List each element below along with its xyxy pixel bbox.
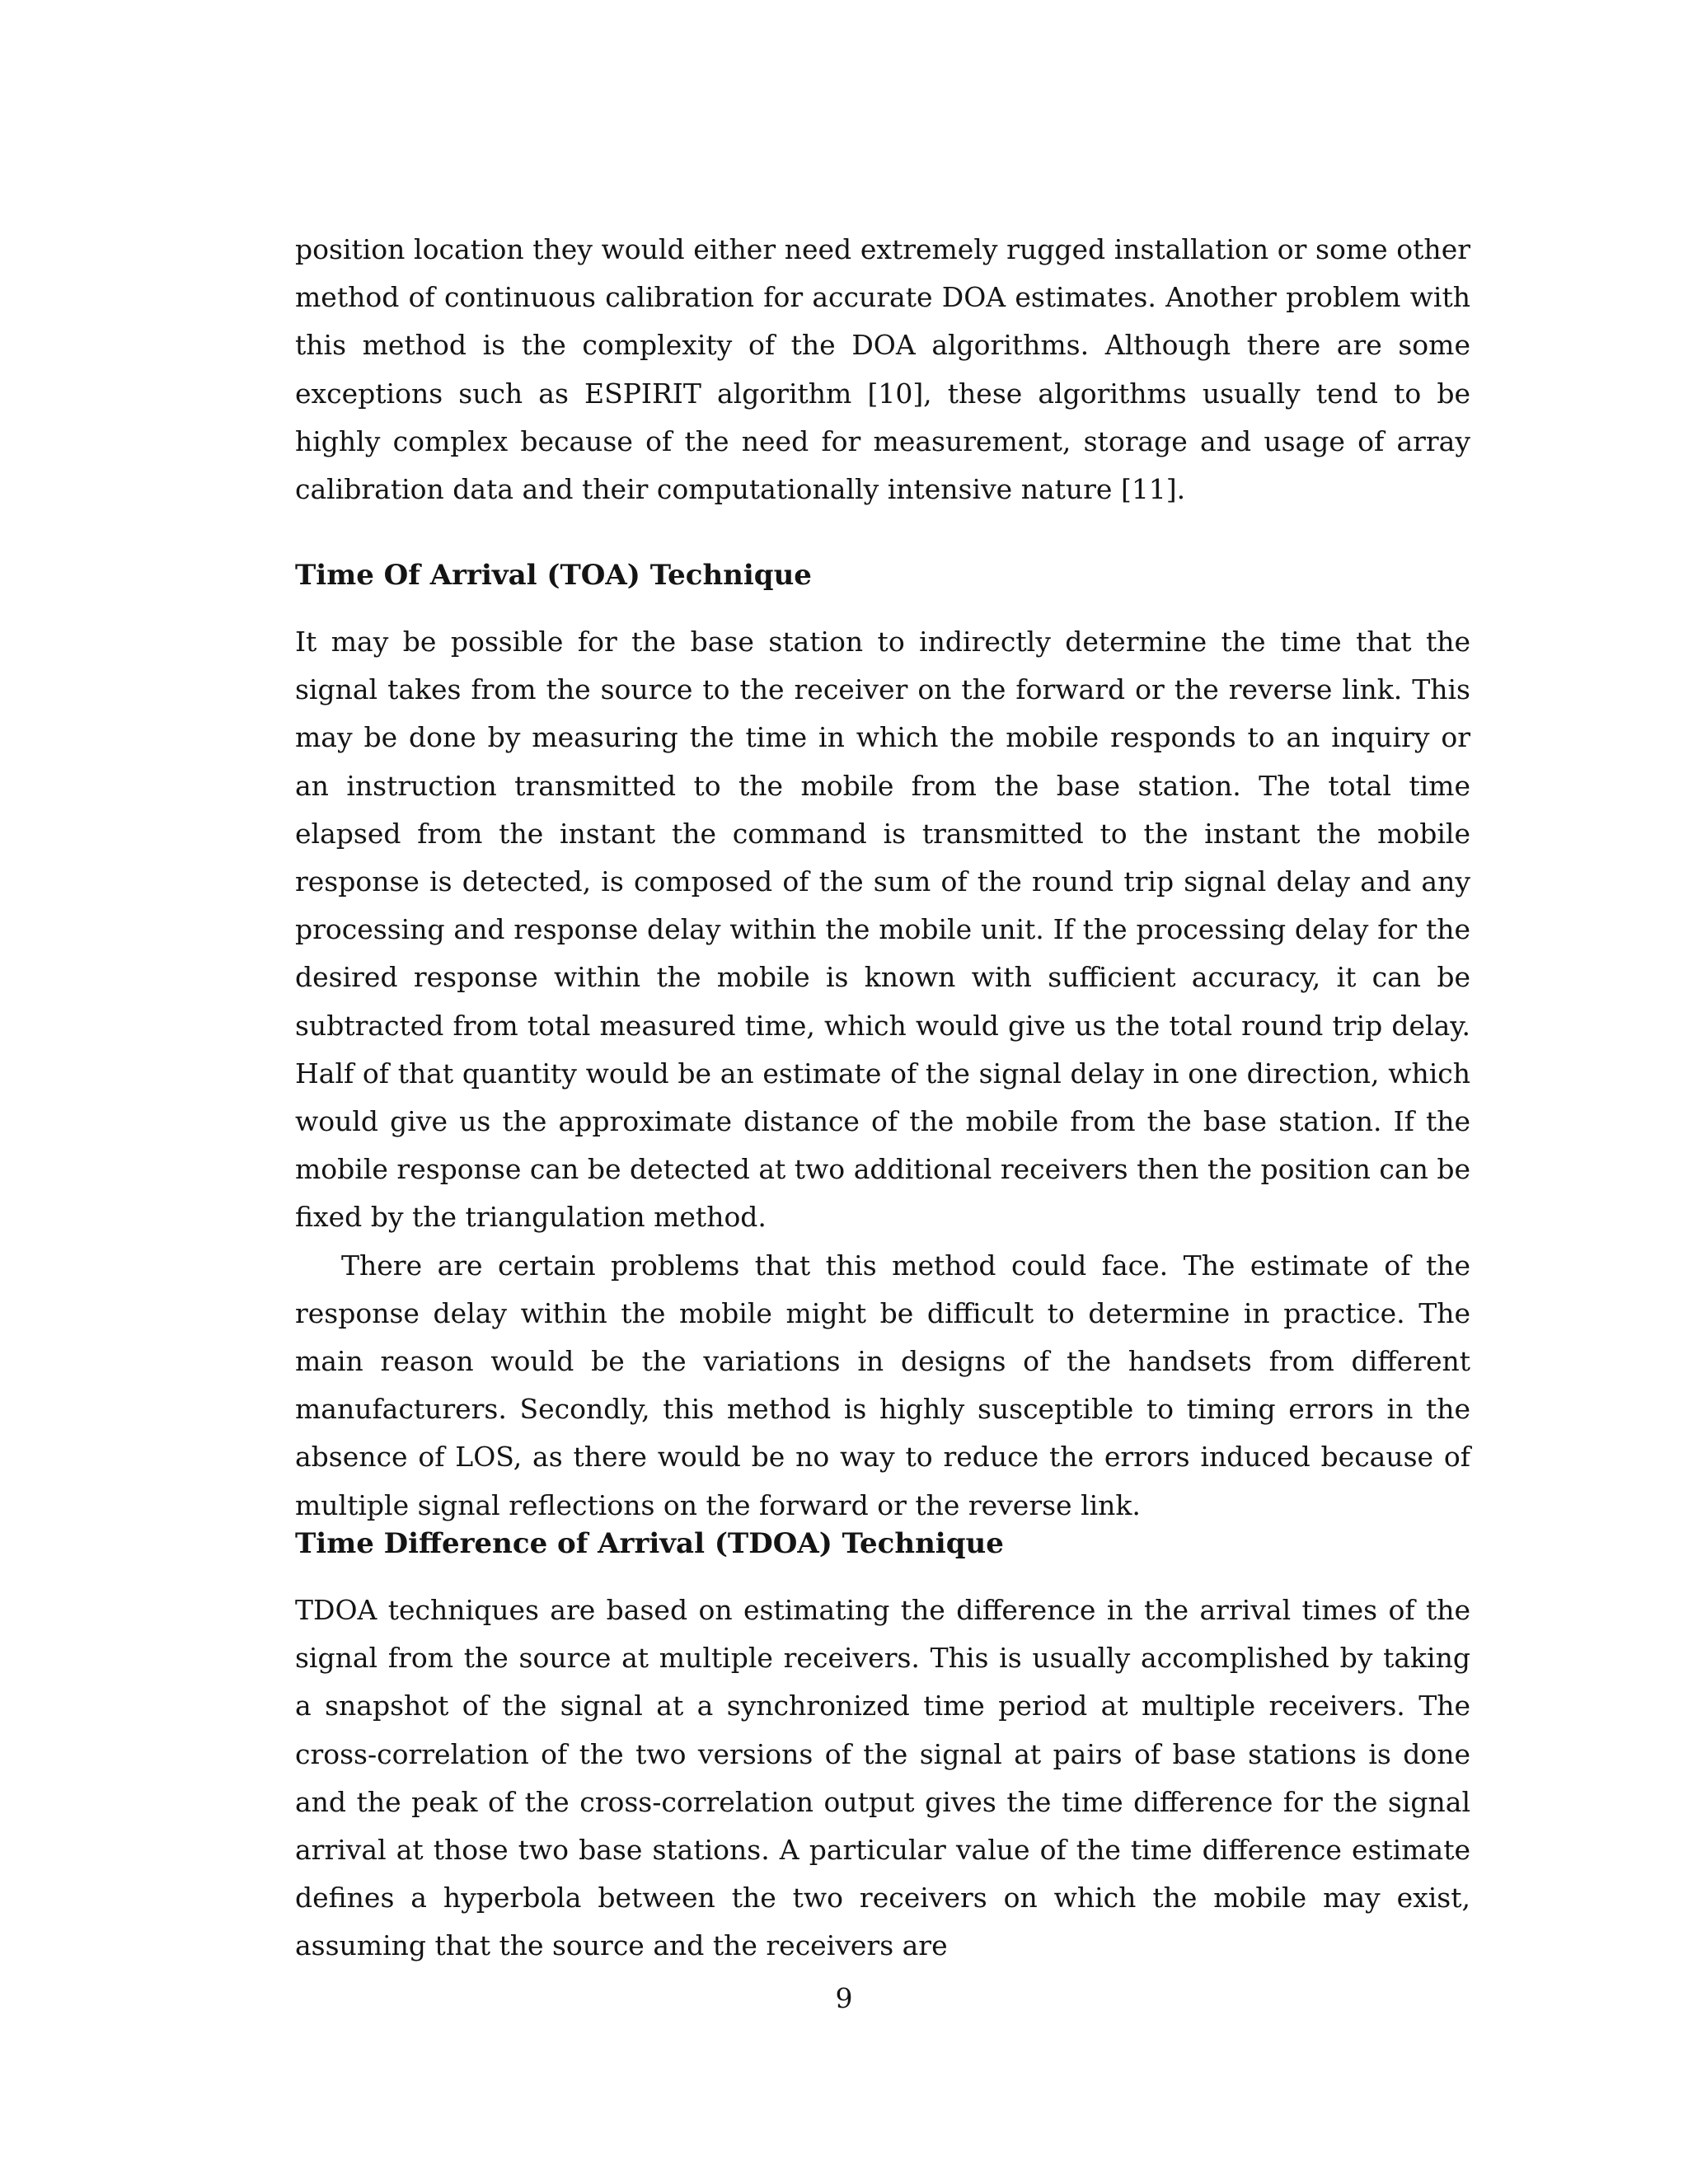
paragraph-tdoa-description	[295, 1586, 1470, 1971]
section-heading-tdoa: Time Difference of Arrival (TDOA) Technique	[295, 1527, 1004, 1560]
paragraph-text: TDOA techniques are based on estimating the difference in the arrival times of the signal from the source at multiple receivers. This is usually accomplished by taking a snapshot of the signal at a synchronized time period at multiple receivers. The cross-correlation of the two versions of the signal at pairs of base stations is done and the peak of the cross-correlation output gives the time difference for the signal arrival at those two base stations. A particular value of the time difference estimate defines a hyperbola between the two receivers on which the mobile may exist, assuming that the source and the receivers are	[295, 1594, 1470, 1962]
page-number: 9	[835, 1982, 853, 2014]
paragraph-text: It may be possible for the base station to indirectly determine the time that the signal takes from the source to the receiver on the forward or the reverse link. This may be done by measuring the time in which the mobile responds to an inquiry or an instruction transmitted to the mobile from the base station. The total time elapsed from the instant the command is transmitted to the instant the mobile response is detected, is composed of the sum of the round trip signal delay and any processing and response delay within the mobile unit. If the processing delay for the desired response within the mobile is known with sufficient accuracy, it can be subtracted from total measured time, which would give us the total round trip delay. Half of that quantity would be an estimate of the signal delay in one direction, which would give us the approximate distance of the mobile from the base station. If the mobile response can be detected at two additional receivers then the position can be fixed by the triangulation method.	[295, 626, 1470, 1234]
paragraph-toa-problems: There are certain problems that this method could face. The estimate of the response delay within the mobile might be difficult to determine in practice. The main reason would be the variations in designs of the handsets from different manufacturers. Secondly, this method is highly susceptible to timing errors in the absence of LOS, as there would be no way to reduce the errors induced because of multiple signal reflections on the forward or the reverse link.	[295, 1249, 1470, 1521]
paragraph-doa-limitations	[295, 226, 1470, 513]
paragraph-text: position location they would either need extremely rugged installation or some other method of continuous calibration for accurate DOA estimates. Another problem with this method is the complexity of the DOA algorithms. Although there are some exceptions such as ESPIRIT algorithm [10], these algorithms usually tend to be highly complex because of the need for measurement, storage and usage of array calibration data and their computationally intensive nature [11].	[295, 233, 1470, 506]
section-heading-toa: Time Of Arrival (TOA) Technique	[295, 559, 812, 592]
paragraph-toa-description	[295, 618, 1470, 1530]
